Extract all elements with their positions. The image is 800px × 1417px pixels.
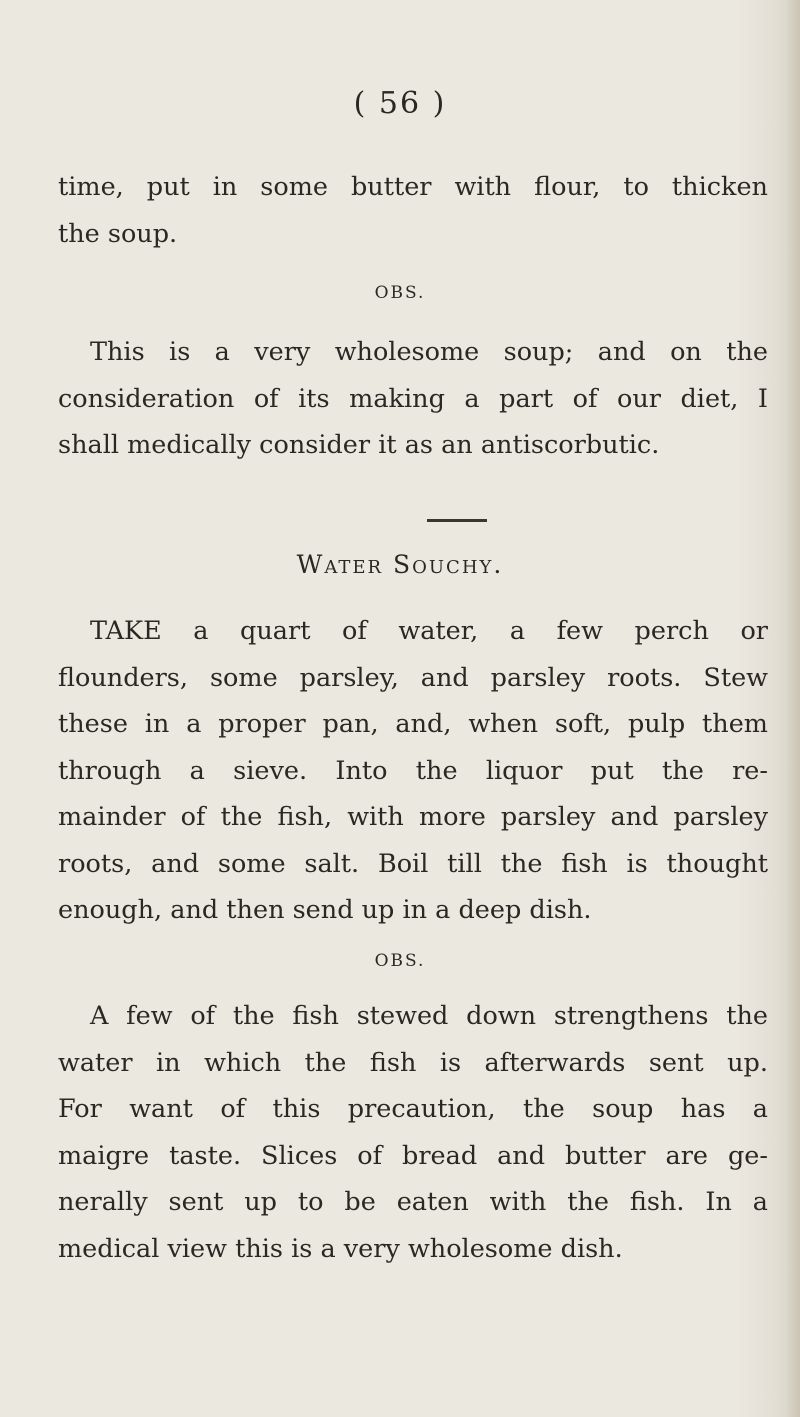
text-line: medical view this is a very wholesome dish. (58, 1233, 623, 1264)
text-line: shall medically consider it as an antiscorbutic. (58, 430, 660, 460)
recipe-heading: Water Souchy. (296, 550, 504, 579)
recipe-paragraph (58, 608, 768, 934)
text-line: maigre taste. Slices of bread and butter are ge- (58, 1140, 768, 1171)
text-line: water in which the fish is afterwards sent up. (58, 1047, 768, 1078)
text-line: through a sieve. Into the liquor put the re- (58, 755, 768, 786)
page-edge-shadow (786, 0, 800, 1417)
text-line: TAKE a quart of water, a few perch or (90, 616, 768, 646)
obs-paragraph (58, 993, 768, 1272)
text-line: roots, and some salt. Boil till the fish is thought (58, 848, 768, 879)
text-line: these in a proper pan, and, when soft, pulp them (58, 709, 768, 739)
text-line: mainder of the fish, with more parsley and parsley (58, 802, 768, 832)
text-line: For want of this precaution, the soup has a (58, 1094, 768, 1124)
text-line: consideration of its making a part of our diet, I (58, 383, 768, 414)
text-line: time, put in some butter with flour, to thicken (58, 172, 768, 202)
obs-label: OBS. (374, 283, 426, 303)
obs-label: OBS. (374, 951, 426, 971)
page-number: ( 56 ) (353, 86, 447, 121)
text-line: A few of the fish stewed down strengthens the (90, 1001, 768, 1031)
intro-paragraph (58, 164, 768, 257)
section-divider (427, 519, 487, 522)
text-line: flounders, some parsley, and parsley roots. Stew (58, 662, 768, 693)
text-line: enough, and then send up in a deep dish. (58, 895, 592, 925)
obs-paragraph (58, 329, 768, 469)
text-line: the soup. (58, 218, 178, 249)
text-line: This is a very wholesome soup; and on the (90, 337, 768, 367)
text-line: nerally sent up to be eaten with the fish. In a (58, 1187, 768, 1217)
